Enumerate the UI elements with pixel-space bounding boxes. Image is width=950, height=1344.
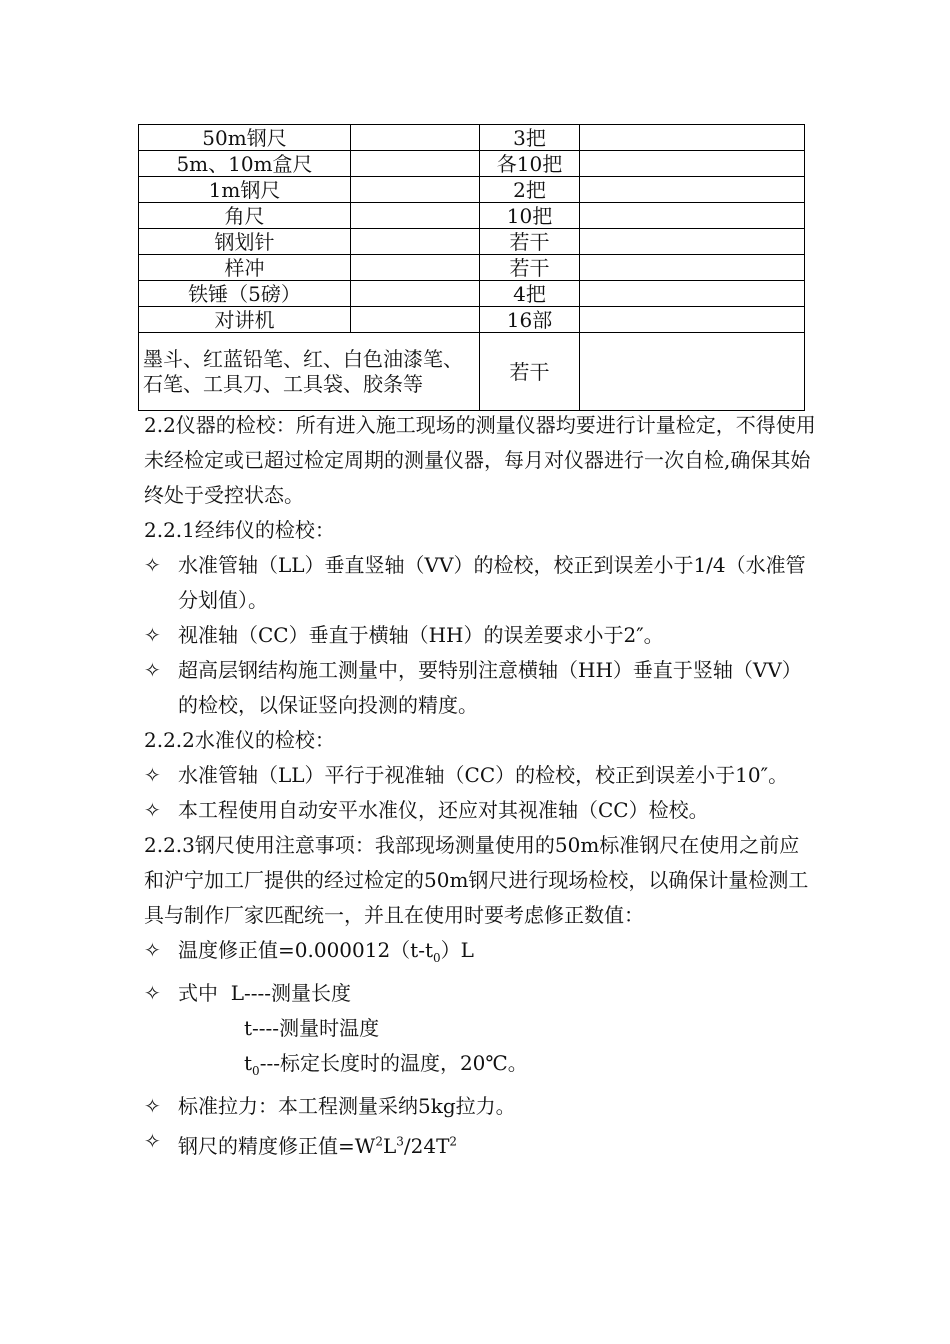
tool-name: 5m、10m盒尺: [139, 151, 351, 177]
tool-qty: 3把: [480, 125, 580, 151]
tool-name: 50m钢尺: [139, 125, 351, 151]
tool-note: [580, 203, 805, 229]
table-row: [139, 151, 805, 177]
tool-name: 对讲机: [139, 307, 351, 333]
tool-note: [580, 281, 805, 307]
bullet-text: 本工程使用自动安平水准仪，还应对其视准轴（CC）检校。: [178, 798, 709, 822]
tool-qty: 2把: [480, 177, 580, 203]
tool-note: [580, 255, 805, 281]
bullet-item: [144, 933, 816, 976]
bullet-icon: ✧: [144, 981, 161, 1005]
bullet-item: [144, 1089, 816, 1124]
tool-spec: [351, 203, 480, 229]
tool-name: 1m钢尺: [139, 177, 351, 203]
tool-spec: [351, 229, 480, 255]
table-row: [139, 177, 805, 203]
paragraph-steel-tape: 2.2.3钢尺使用注意事项：我部现场测量使用的50m标准钢尺在使用之前应和沪宁加工厂提供的经过检定的50m钢尺进行现场检校，以确保计量检测工具与制作厂家匹配统一，并且在使用时要考虑修正数值：: [144, 833, 809, 927]
tool-spec: [351, 281, 480, 307]
tool-qty: 各10把: [480, 151, 580, 177]
bullet-text: 水准管轴（LL）平行于视准轴（CC）的检校，校正到误差小于10″。: [178, 763, 789, 787]
tool-spec: [351, 177, 480, 203]
table-row: [139, 229, 805, 255]
bullet-text: 水准管轴（LL）垂直竖轴（VV）的检校，校正到误差小于1/4（水准管分划值）。: [178, 553, 806, 612]
bullet-item: [144, 548, 816, 618]
heading-level: 2.2.2水准仪的检校：: [144, 728, 335, 752]
table-row: [139, 281, 805, 307]
tool-qty: 若干: [480, 333, 580, 411]
tool-name: 钢划针: [139, 229, 351, 255]
bullet-item: [144, 976, 816, 1011]
tool-qty: 若干: [480, 255, 580, 281]
bullet-text: 超高层钢结构施工测量中，要特别注意横轴（HH）垂直于竖轴（VV）的检校，以保证竖向投测的精度。: [178, 658, 802, 717]
body-text: [144, 408, 816, 1164]
bullet-icon: ✧: [144, 658, 161, 682]
heading-theodolite: 2.2.1经纬仪的检校：: [144, 518, 335, 542]
tool-spec: [351, 151, 480, 177]
bullet-icon: ✧: [144, 1129, 161, 1153]
tool-note: [580, 307, 805, 333]
bullet-text: 标准拉力：本工程测量采纳5kg拉力。: [178, 1094, 516, 1118]
formula-temperature: 温度修正值$=0.000012(t-t_0)L$: [178, 938, 474, 965]
bullet-item: [144, 618, 816, 653]
tool-name: 样冲: [139, 255, 351, 281]
tool-spec: [351, 255, 480, 281]
bullet-item: [144, 653, 816, 723]
tool-note: [580, 125, 805, 151]
tool-qty: 16部: [480, 307, 580, 333]
tool-qty: 若干: [480, 229, 580, 255]
tool-note: [580, 333, 805, 411]
table-row: [139, 333, 805, 411]
tool-qty: 4把: [480, 281, 580, 307]
formula-legend-t: t----测量时温度: [244, 1016, 380, 1040]
table-row: [139, 203, 805, 229]
paragraph-instrument-calibration: 2.2仪器的检校：所有进入施工现场的测量仪器均要进行计量检定，不得使用未经检定或已超过检定周期的测量仪器，每月对仪器进行一次自检,确保其始终处于受控状态。: [144, 413, 816, 507]
table-row: [139, 255, 805, 281]
bullet-text: 视准轴（CC）垂直于横轴（HH）的误差要求小于2″。: [178, 623, 664, 647]
formula-legend-l: 式中 L----测量长度: [178, 981, 352, 1005]
bullet-icon: ✧: [144, 1094, 161, 1118]
table-row: [139, 307, 805, 333]
bullet-icon: ✧: [144, 938, 161, 962]
formula-precision: 钢尺的精度修正值$=W^2L^3/24T^2$: [178, 1133, 458, 1158]
formula-legend-t0: $t_0---$标定长度时的温度，20℃。: [244, 1051, 528, 1078]
tool-spec: [351, 125, 480, 151]
tool-note: [580, 229, 805, 255]
tool-qty: 10把: [480, 203, 580, 229]
bullet-item: [144, 1124, 816, 1164]
tool-name: 墨斗、红蓝铅笔、红、白色油漆笔、石笔、工具刀、工具袋、胶条等: [139, 333, 480, 411]
bullet-icon: ✧: [144, 763, 161, 787]
tool-note: [580, 151, 805, 177]
tool-note: [580, 177, 805, 203]
bullet-icon: ✧: [144, 623, 161, 647]
bullet-icon: ✧: [144, 798, 161, 822]
bullet-icon: ✧: [144, 553, 161, 577]
tool-spec: [351, 307, 480, 333]
table-row: [139, 125, 805, 151]
tool-name: 铁锤（5磅）: [139, 281, 351, 307]
bullet-item: [144, 793, 816, 828]
tool-name: 角尺: [139, 203, 351, 229]
bullet-item: [144, 758, 816, 793]
tools-table: [138, 124, 805, 411]
